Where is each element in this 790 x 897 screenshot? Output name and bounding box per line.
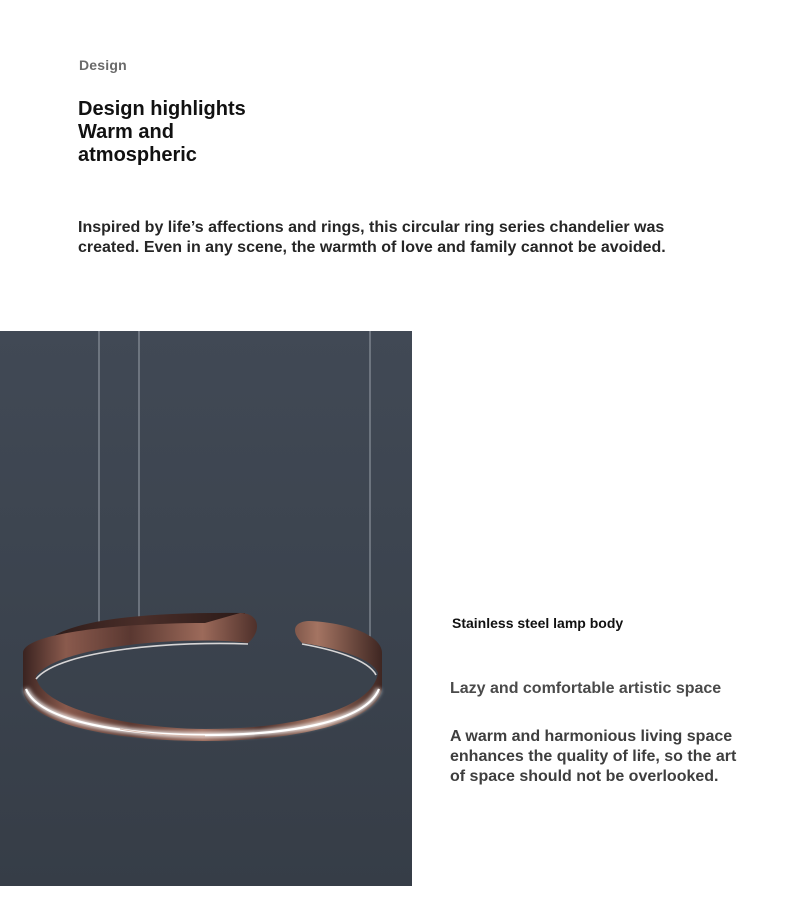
ring-chandelier-image (0, 331, 412, 886)
feature-label: Stainless steel lamp body (452, 615, 624, 631)
feature-heading: Lazy and comfortable artistic space (450, 680, 722, 697)
headline-line: Design highlights (78, 98, 246, 120)
product-photo (0, 331, 412, 886)
page-headline (78, 98, 318, 167)
eyebrow-label: Design (79, 57, 127, 73)
headline-line: Warm and (78, 121, 174, 143)
headline-line: atmospheric (78, 144, 197, 166)
feature-description: A warm and harmonious living space enhances the quality of life, so the art of space should not be overlooked. (450, 728, 737, 785)
intro-paragraph: Inspired by life’s affections and rings, this circular ring series chandelier was created. Even in any scene, the warmth of love and family cannot be avoided. (78, 219, 666, 256)
